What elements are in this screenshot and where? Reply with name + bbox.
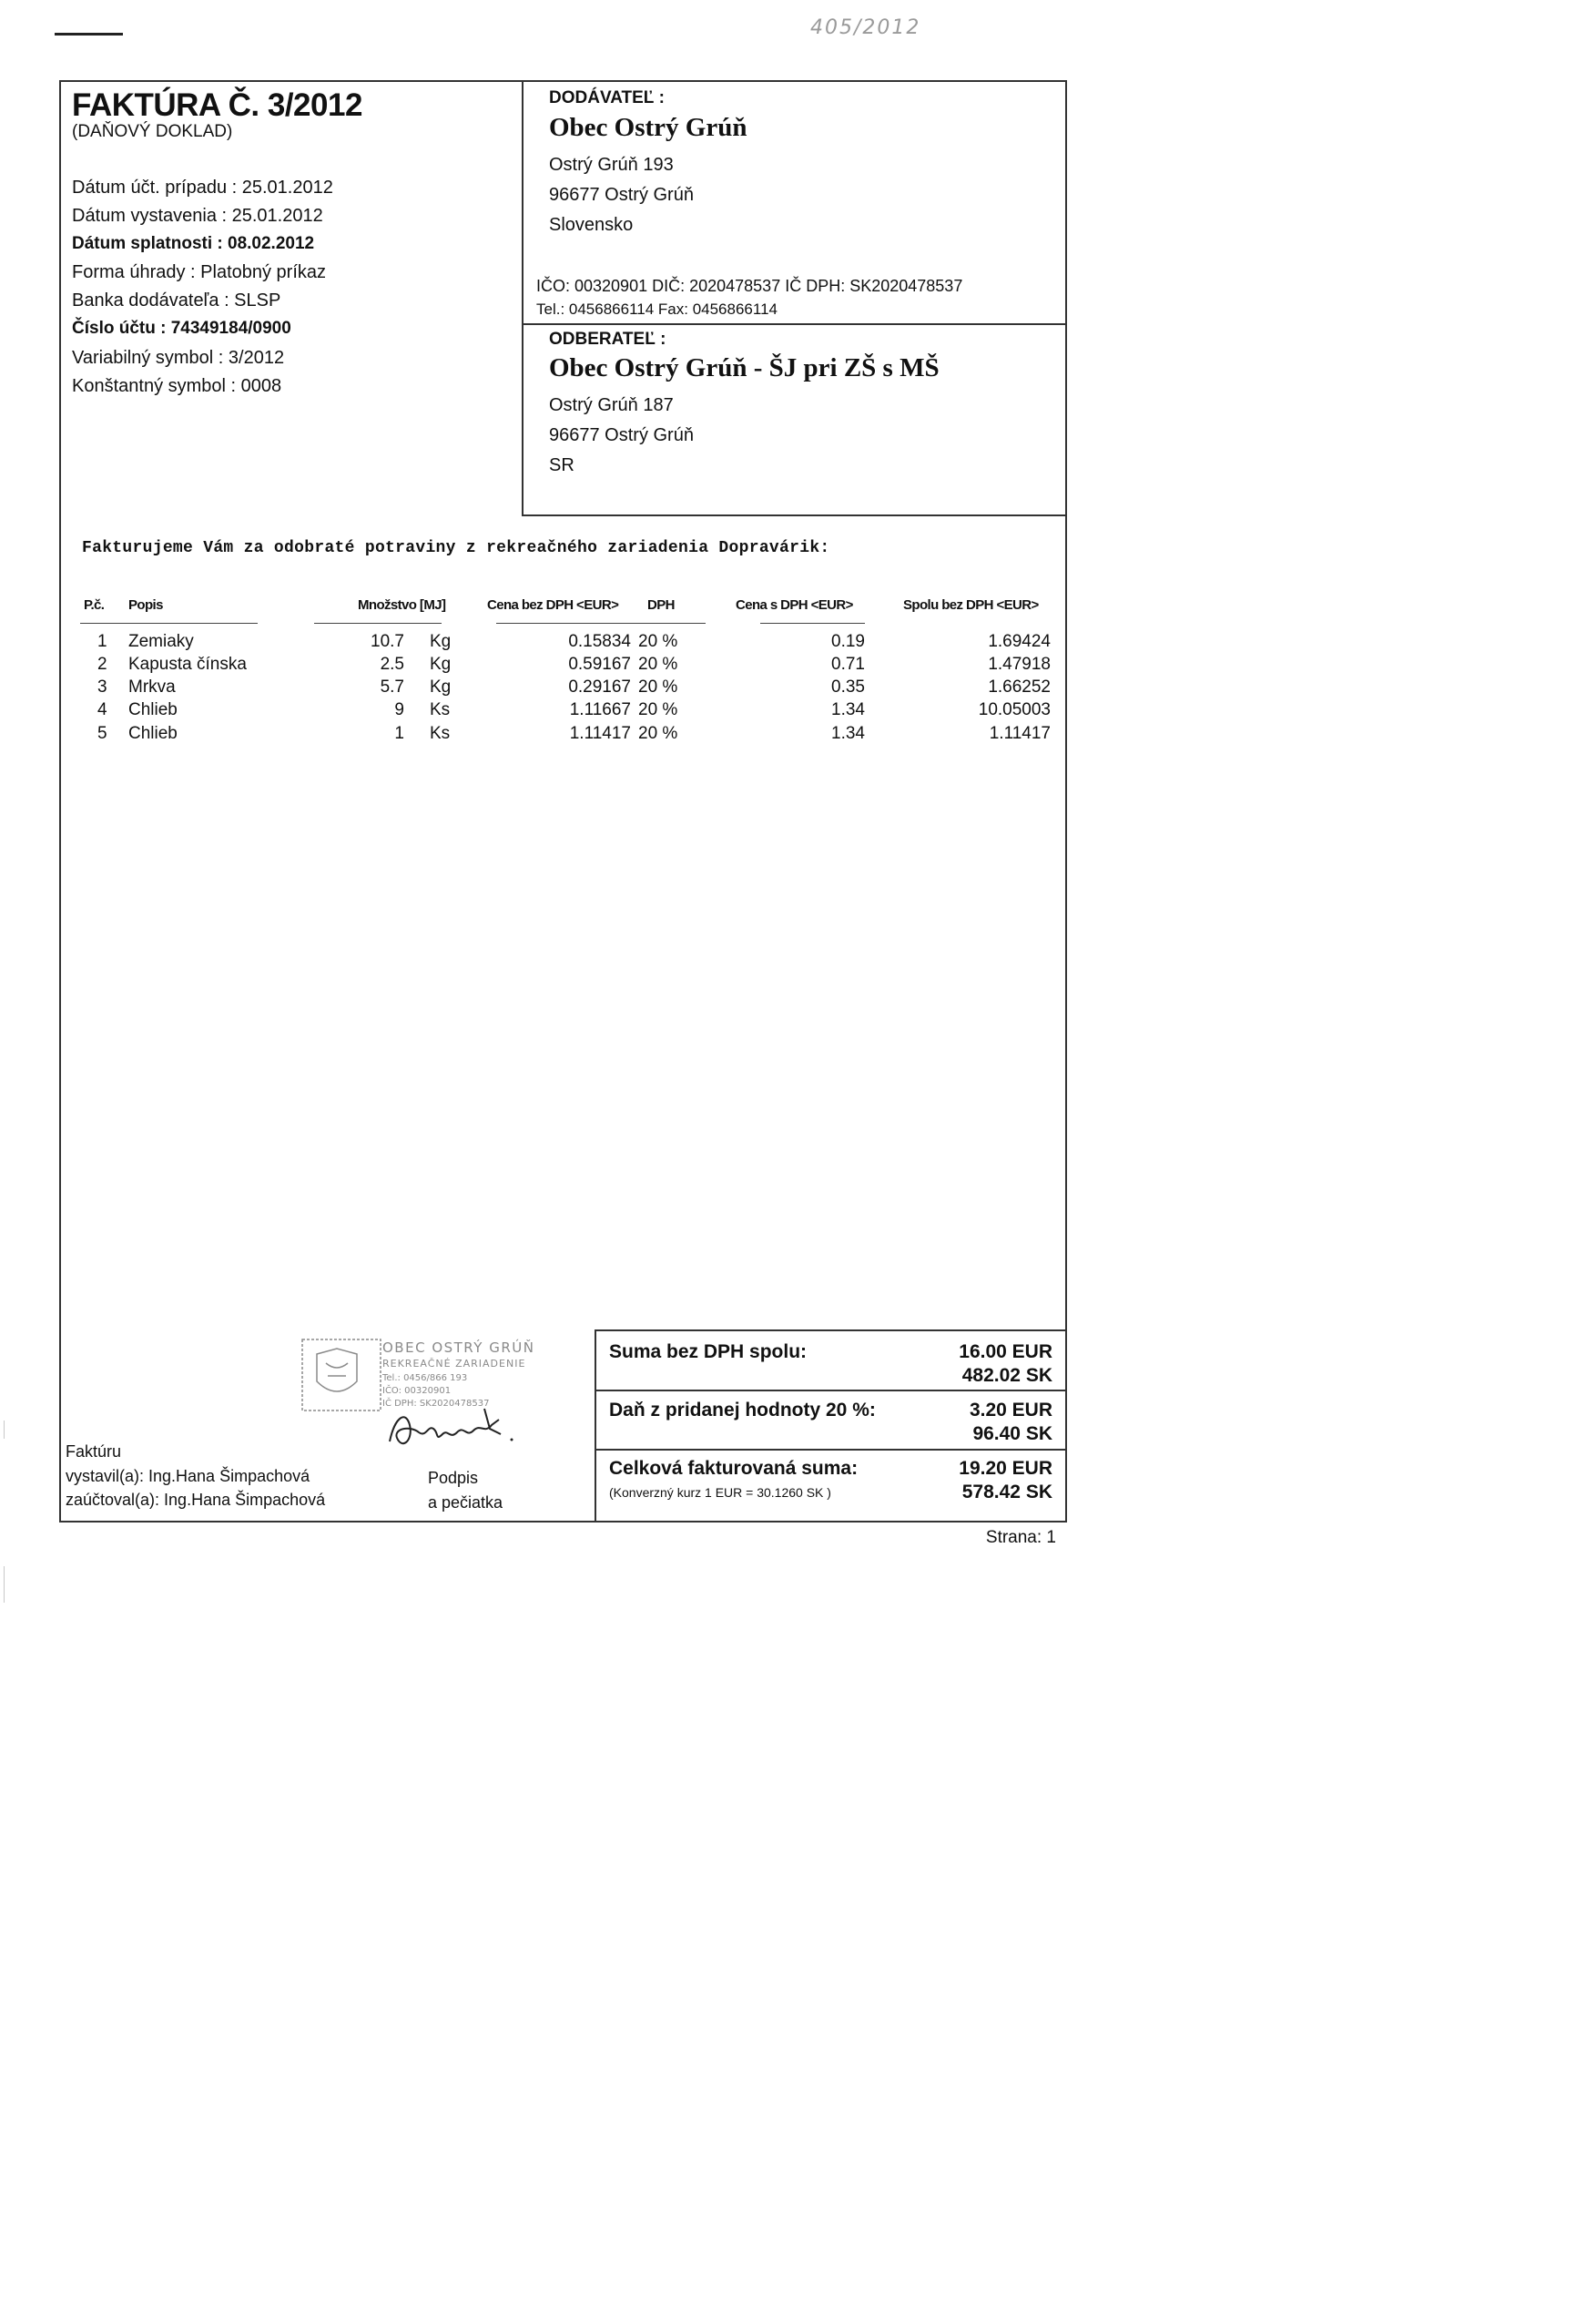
cell-desc: Chlieb	[128, 724, 178, 743]
cell-no: 4	[97, 700, 107, 719]
supplier-ids: IČO: 00320901 DIČ: 2020478537 IČ DPH: SK2020478537	[536, 277, 963, 295]
cell-total-net: 10.05003	[978, 700, 1051, 719]
cell-price-net: 0.15834	[568, 632, 631, 651]
invoice-subtitle: (DAŇOVÝ DOKLAD)	[72, 122, 233, 141]
cell-total-net: 1.11417	[989, 724, 1051, 743]
customer-address-city: 96677 Ostrý Grúň	[549, 425, 694, 445]
signature	[382, 1398, 528, 1461]
summary-divider	[596, 1390, 1065, 1391]
info-variable-symbol: Variabilný symbol : 3/2012	[72, 348, 285, 368]
col-header-price-gross: Cena s DPH <EUR>	[736, 597, 853, 613]
cell-desc: Zemiaky	[128, 632, 194, 651]
cell-unit: Ks	[430, 700, 451, 719]
summary-net-label: Suma bez DPH spolu:	[609, 1341, 808, 1362]
parties-box	[522, 80, 1067, 516]
summary-net-sk: 482.02 SK	[961, 1365, 1052, 1386]
cell-desc: Mrkva	[128, 677, 176, 697]
summary-total-label: Celková fakturovaná suma:	[609, 1458, 859, 1479]
summary-net-eur: 16.00 EUR	[959, 1341, 1052, 1362]
cell-unit: Kg	[430, 632, 452, 651]
header-underline	[760, 623, 865, 624]
customer-address-country: SR	[549, 455, 574, 475]
col-header-qty: Množstvo [MJ]	[358, 597, 446, 613]
scan-mark	[4, 1566, 5, 1603]
invoice-title: FAKTÚRA Č. 3/2012	[72, 87, 362, 123]
supplier-label: DODÁVATEĽ :	[549, 88, 666, 107]
cell-qty: 2.5	[380, 655, 404, 674]
cell-no: 3	[97, 677, 107, 697]
col-header-total-net: Spolu bez DPH <EUR>	[903, 597, 1039, 613]
summary-box	[595, 1329, 1065, 1523]
stamp-line: REKREAČNÉ ZARIADENIE	[382, 1358, 526, 1370]
stamp-line: Tel.: 0456/866 193	[382, 1373, 468, 1383]
customer-label: ODBERATEĽ :	[549, 330, 666, 349]
top-left-rule	[55, 33, 123, 36]
supplier-contact: Tel.: 0456866114 Fax: 0456866114	[536, 300, 778, 318]
cell-qty: 10.7	[371, 632, 404, 651]
cell-no: 2	[97, 655, 107, 674]
cell-qty: 9	[394, 700, 404, 719]
cell-total-net: 1.66252	[988, 677, 1051, 697]
cell-price-net: 0.29167	[568, 677, 631, 697]
cell-vat: 20 %	[638, 632, 678, 651]
summary-total-eur: 19.20 EUR	[959, 1458, 1052, 1479]
summary-vat-eur: 3.20 EUR	[969, 1400, 1052, 1421]
cell-no: 1	[97, 632, 107, 651]
col-header-desc: Popis	[128, 597, 163, 613]
header-underline	[496, 623, 706, 624]
page-number: Strana: 1	[985, 1528, 1056, 1547]
cell-qty: 1	[394, 724, 404, 743]
cell-qty: 5.7	[380, 677, 404, 697]
scan-mark	[4, 1421, 5, 1439]
customer-address-street: Ostrý Grúň 187	[549, 395, 674, 415]
info-date-issued: Dátum vystavenia : 25.01.2012	[72, 206, 323, 226]
stamp-line: OBEC OSTRÝ GRÚŇ	[382, 1339, 535, 1356]
cell-unit: Kg	[430, 677, 452, 697]
summary-vat-label: Daň z pridanej hodnoty 20 %:	[609, 1400, 876, 1421]
handwritten-note: 405/2012	[810, 16, 921, 39]
supplier-address-country: Slovensko	[549, 215, 634, 235]
header-underline	[80, 623, 258, 624]
parties-divider	[524, 323, 1065, 325]
cell-desc: Chlieb	[128, 700, 178, 719]
supplier-name: Obec Ostrý Grúň	[549, 113, 747, 142]
footer-booked-by: zaúčtoval(a): Ing.Hana Šimpachová	[66, 1491, 326, 1509]
header-underline	[314, 623, 442, 624]
col-header-vat: DPH	[647, 597, 675, 613]
footer-issued-by: vystavil(a): Ing.Hana Šimpachová	[66, 1467, 310, 1485]
col-header-price-net: Cena bez DPH <EUR>	[487, 597, 619, 613]
customer-name: Obec Ostrý Grúň - ŠJ pri ZŠ s MŠ	[549, 353, 940, 382]
invoice-intro-text: Fakturujeme Vám za odobraté potraviny z rekreačného zariadenia Dopravárik:	[82, 539, 830, 557]
cell-vat: 20 %	[638, 724, 678, 743]
cell-desc: Kapusta čínska	[128, 655, 247, 674]
cell-price-gross: 1.34	[831, 724, 865, 743]
cell-total-net: 1.47918	[988, 655, 1051, 674]
info-payment-form: Forma úhrady : Platobný príkaz	[72, 262, 327, 282]
cell-price-gross: 0.71	[831, 655, 865, 674]
cell-price-gross: 0.19	[831, 632, 865, 651]
cell-price-net: 1.11417	[569, 724, 631, 743]
summary-total-sk: 578.42 SK	[961, 1482, 1052, 1502]
footer-sign-label: Podpis	[428, 1469, 479, 1487]
cell-vat: 20 %	[638, 655, 678, 674]
stamp-line: IČ DPH: SK2020478537	[382, 1399, 490, 1409]
info-date-due: Dátum splatnosti : 08.02.2012	[72, 234, 315, 253]
stamp-line: IČO: 00320901	[382, 1386, 452, 1396]
footer-stamp-label: a pečiatka	[428, 1493, 503, 1512]
info-date-accounting: Dátum účt. prípadu : 25.01.2012	[72, 178, 333, 198]
cell-no: 5	[97, 724, 107, 743]
supplier-address-city: 96677 Ostrý Grúň	[549, 185, 694, 205]
invoice-info-box	[59, 80, 524, 514]
summary-divider	[596, 1449, 1065, 1451]
cell-price-net: 1.11667	[569, 700, 631, 719]
cell-price-net: 0.59167	[568, 655, 631, 674]
cell-total-net: 1.69424	[988, 632, 1051, 651]
info-constant-symbol: Konštantný symbol : 0008	[72, 376, 282, 396]
footer-invoice-word: Faktúru	[66, 1442, 122, 1461]
supplier-address-street: Ostrý Grúň 193	[549, 155, 674, 175]
col-header-no: P.č.	[84, 597, 105, 613]
cell-unit: Kg	[430, 655, 452, 674]
cell-vat: 20 %	[638, 700, 678, 719]
summary-conversion-note: (Konverzný kurz 1 EUR = 30.1260 SK )	[609, 1485, 831, 1500]
cell-price-gross: 0.35	[831, 677, 865, 697]
info-account-number: Číslo účtu : 74349184/0900	[72, 319, 291, 338]
cell-unit: Ks	[430, 724, 451, 743]
info-bank: Banka dodávateľa : SLSP	[72, 290, 281, 311]
cell-price-gross: 1.34	[831, 700, 865, 719]
cell-vat: 20 %	[638, 677, 678, 697]
summary-vat-sk: 96.40 SK	[972, 1423, 1052, 1444]
